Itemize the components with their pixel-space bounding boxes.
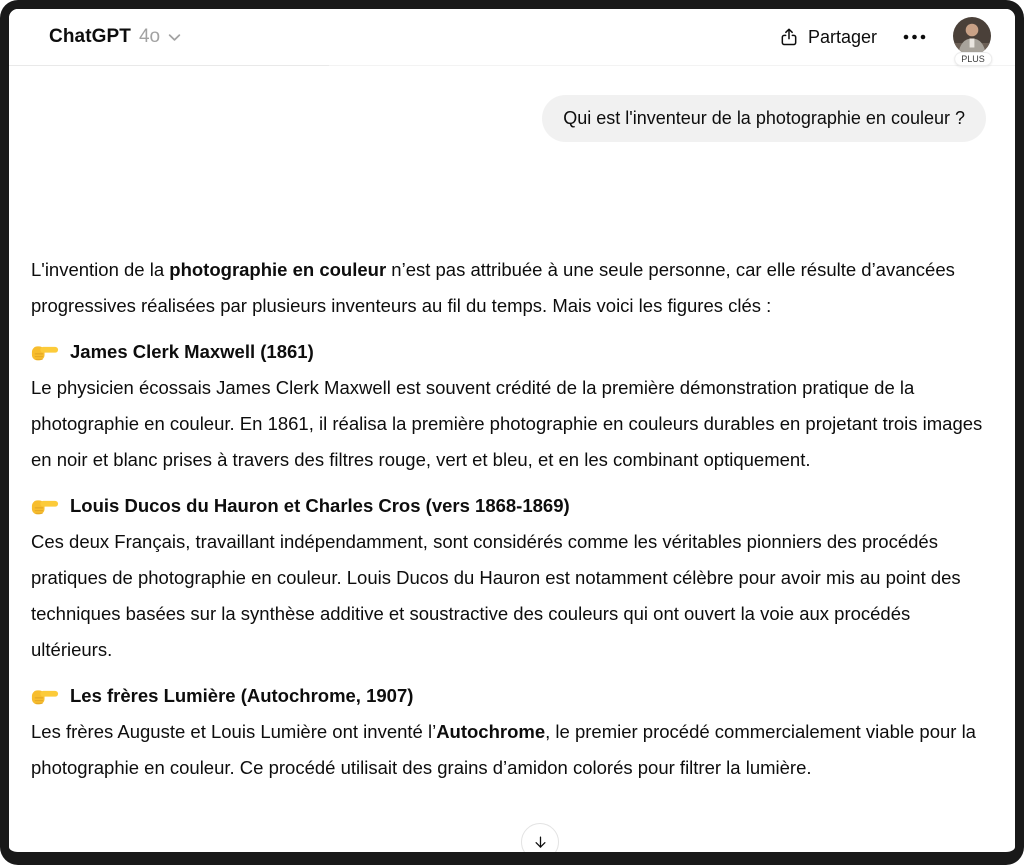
assistant-message [31,252,993,786]
assistant-heading [31,337,993,367]
header-actions [777,17,993,64]
share-label: Partager [807,26,877,47]
assistant-heading [31,681,993,711]
avatar [953,17,991,55]
chevron-down-icon [168,33,181,42]
more-options-button[interactable] [899,28,931,46]
pointing-right-icon [31,496,59,517]
assistant-heading-text: Les frères Lumière (Autochrome, 1907) [70,685,414,706]
scroll-to-bottom-button[interactable] [521,823,559,861]
account-menu-button[interactable] [953,17,993,64]
share-icon [779,26,799,48]
pointing-right-icon [31,342,59,363]
assistant-paragraph: Les frères Auguste et Louis Lumière ont inventé l’Autochrome, le premier procédé commercialement viable pour la photographie en couleur. Ce procédé utilisait des grains d’amidon colorés pour filtrer la lumière. [31,721,976,778]
assistant-paragraph: Ces deux Français, travaillant indépendamment, sont considérés comme les véritables pionniers des procédés pratiques de photographie en couleur. Louis Ducos du Hauron est notamment célèbre pour avoir mis au point des techniques basées sur la synthèse additive et soustractive des couleurs qui ont ouvert la voie aux procédés ultérieurs. [31,531,961,660]
user-message-bubble: Qui est l'inventeur de la photographie en couleur ? [542,95,986,142]
assistant-paragraph: L'invention de la photographie en couleur n’est pas attribuée à une seule personne, car elle résulte d’avancées progressives réalisées par plusieurs inventeurs au fil du temps. Mais voici les figures clés : [31,259,955,316]
user-message-row [31,95,986,142]
assistant-heading-text: Louis Ducos du Hauron et Charles Cros (vers 1868-1869) [70,495,570,516]
assistant-paragraph: Le physicien écossais James Clerk Maxwell est souvent crédité de la première démonstration pratique de la photographie en couleur. En 1861, il réalisa la première photographie en couleurs durables en projetant trois images en noir et blanc prises à travers des filtres rouge, vert et bleu, et en les combinant optiquement. [31,377,983,470]
arrow-down-icon [532,834,549,851]
share-button[interactable] [777,22,879,52]
chat-area [9,66,1015,852]
assistant-heading-text: James Clerk Maxwell (1861) [70,341,314,362]
ellipsis-icon [903,34,927,40]
top-bar [9,9,1015,65]
app-title: ChatGPT [49,26,131,47]
pointing-right-icon [31,686,59,707]
assistant-heading [31,491,993,521]
header-divider [9,65,1015,66]
model-switcher[interactable] [49,26,181,48]
plus-badge: PLUS [954,52,992,66]
model-name: 4o [138,26,161,47]
